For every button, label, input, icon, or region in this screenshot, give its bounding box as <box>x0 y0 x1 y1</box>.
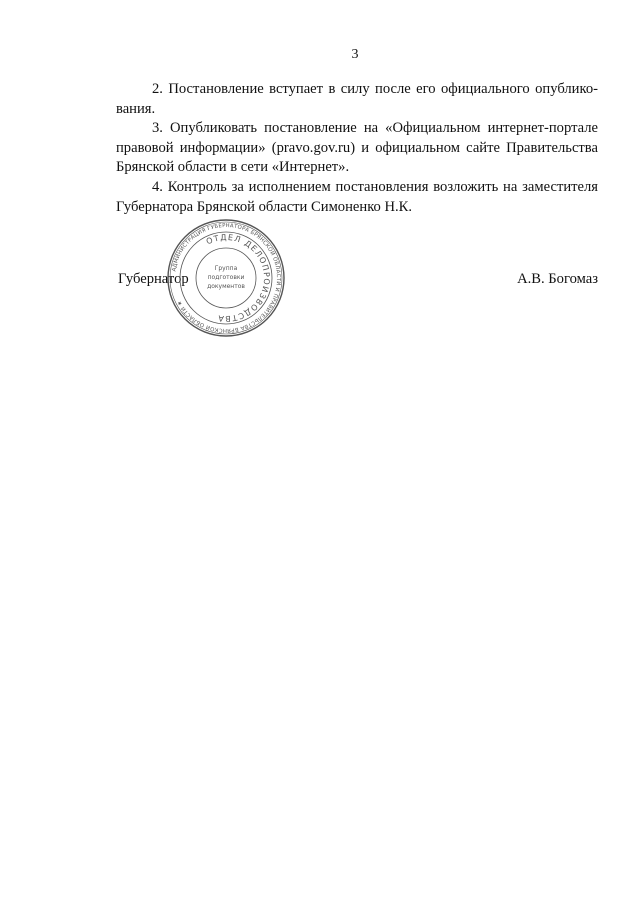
seal-center-line-2: подготовки <box>207 274 245 281</box>
seal-center-line-1: Группа <box>214 265 238 272</box>
seal-outer-ring-text: АДМИНИСТРАЦИЯ ГУБЕРНАТОРА БРЯНСКОЙ ОБЛАСТИ И ПРАВИТЕЛЬСТВА БРЯНСКОЙ ОБЛАСТИ ★ <box>171 222 282 334</box>
seal-inner-ring-text: ОТДЕЛ ДЕЛОПРОИЗВОДСТВА <box>204 232 272 324</box>
paragraph-3: 3. Опубликовать постановление на «Официальном интернет-портале правовой информации» (pravo.gov.ru) и официальном сайте Правительства Брянской области в сети «Интернет». <box>116 120 598 176</box>
paragraph-4: 4. Контроль за исполнением постановления возложить на заместителя Губернатора Брянской области Симоненко Н.К. <box>116 178 598 215</box>
signature-title: Губернатор <box>118 271 189 287</box>
official-seal <box>166 218 286 338</box>
signature-name: А.В. Богомаз <box>517 271 598 287</box>
seal-center-line-3: документов <box>207 283 245 290</box>
paragraph-2: 2. Постановление вступает в силу после его официального опубликования. <box>116 81 598 117</box>
document-body <box>116 80 598 217</box>
page-number: 3 <box>351 47 359 62</box>
